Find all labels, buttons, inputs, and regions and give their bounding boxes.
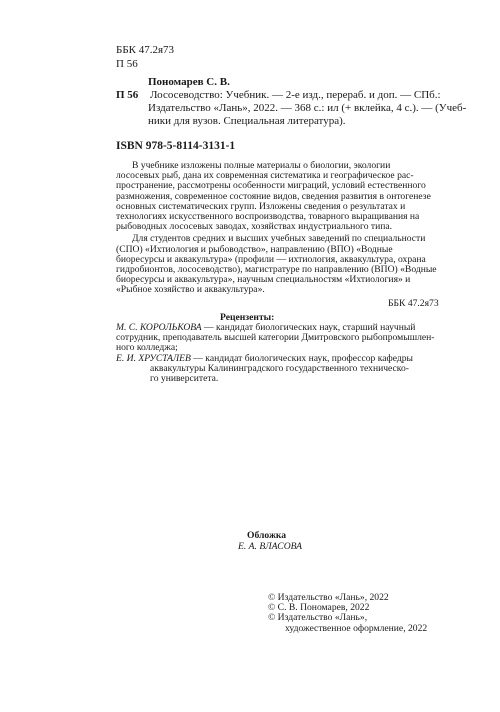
abstract-line: «Рыбное хозяйство и аквакультура». [116, 284, 265, 296]
author-name: Пономарев С. В. [148, 76, 230, 88]
copyright-line: художественное оформление, 2022 [285, 622, 428, 634]
abstract-line: В учебнике изложены полные материалы о биологии, экологии [132, 160, 391, 171]
reviewer-2-line: го университета. [150, 373, 219, 385]
copyright-line: © С. В. Пономарев, 2022 [268, 602, 370, 614]
reviewers-block [116, 323, 450, 384]
abstract-line: основных систематических групп. Изложены сведения о результатах и [116, 200, 406, 212]
description-line: Издательство «Лань», 2022. — 368 с.: ил (+ вклейка, 4 с.). — (Учеб- [148, 102, 467, 114]
abstract-line: лососевых рыб, дана их современная систематика и географическое рас- [116, 170, 414, 182]
abstract-line: биоресурсы и аквакультура», научным специальностям «Ихтиология» и [116, 274, 411, 286]
abstract-line: размножения, современное состояние видов, сведения развития в онтогенезе [116, 190, 431, 202]
description-line: ники для вузов. Специальная литература). [148, 115, 346, 127]
abstract-line: рыбоводных лососевых заводах, хозяйствах индустриального типа. [116, 221, 393, 233]
reviewer-1-name: М. С. КОРОЛЬКОВА [116, 322, 202, 333]
reviewer-2-line: аквакультуры Калининградского государственного техническо- [150, 362, 409, 374]
author-mark: П 56 [116, 89, 139, 101]
bibliographic-description [148, 89, 467, 128]
abstract-line: гидробионтов, лососеводство), магистратуре по направлению (ВПО) «Водные [116, 264, 437, 276]
copyright-line: © Издательство «Лань», 2022 [268, 592, 389, 603]
cover-artist: Е. А. ВЛАСОВА [238, 541, 302, 552]
reviewer-2-name: Е. И. ХРУСТАЛЕВ [116, 352, 191, 364]
abstract-line: пространение, рассмотрены особенности миграций, условий естественного [116, 180, 426, 192]
abstract-paragraph-2 [116, 234, 448, 295]
cover-label: Обложка [247, 530, 287, 541]
abstract-line: биоресурсы и аквакультура» (профили — ихтиология, аквакультура, охрана [116, 253, 426, 265]
abstract-line: технологиях искусственного воспроизводства, товарного выращивания на [116, 211, 420, 223]
author-mark-top: П 56 [116, 58, 138, 70]
bbk-classification: ББК 47.2я73 [116, 44, 175, 56]
copyright-line: © Издательство «Лань», [268, 612, 368, 624]
reviewer-1-line: ного колледжа; [116, 342, 178, 354]
description-line: Лососеводство: Учебник. — 2-е изд., перераб. и доп. — СПб.: [150, 89, 441, 101]
reviewer-2-text: — кандидат биологических наук, профессор кафедры [190, 352, 413, 364]
isbn: ISBN 978-5-8114-3131-1 [116, 140, 236, 152]
abstract-paragraph-1 [116, 161, 448, 232]
bbk-right: ББК 47.2я73 [388, 298, 439, 309]
copyright-block [268, 593, 427, 634]
abstract-line: Для студентов средних и высших учебных заведений по специальности [132, 233, 426, 245]
abstract-line: (СПО) «Ихтиология и рыбоводство», направлению (ВПО) «Водные [116, 243, 393, 255]
reviewer-1-line: сотрудник, преподаватель высшей категории Дмитровского рыбопромышлен- [116, 332, 435, 344]
abstract [116, 161, 448, 296]
reviewers-heading: Рецензенты: [220, 312, 275, 323]
reviewer-1-text: — кандидат биологических наук, старший научный [201, 322, 416, 333]
